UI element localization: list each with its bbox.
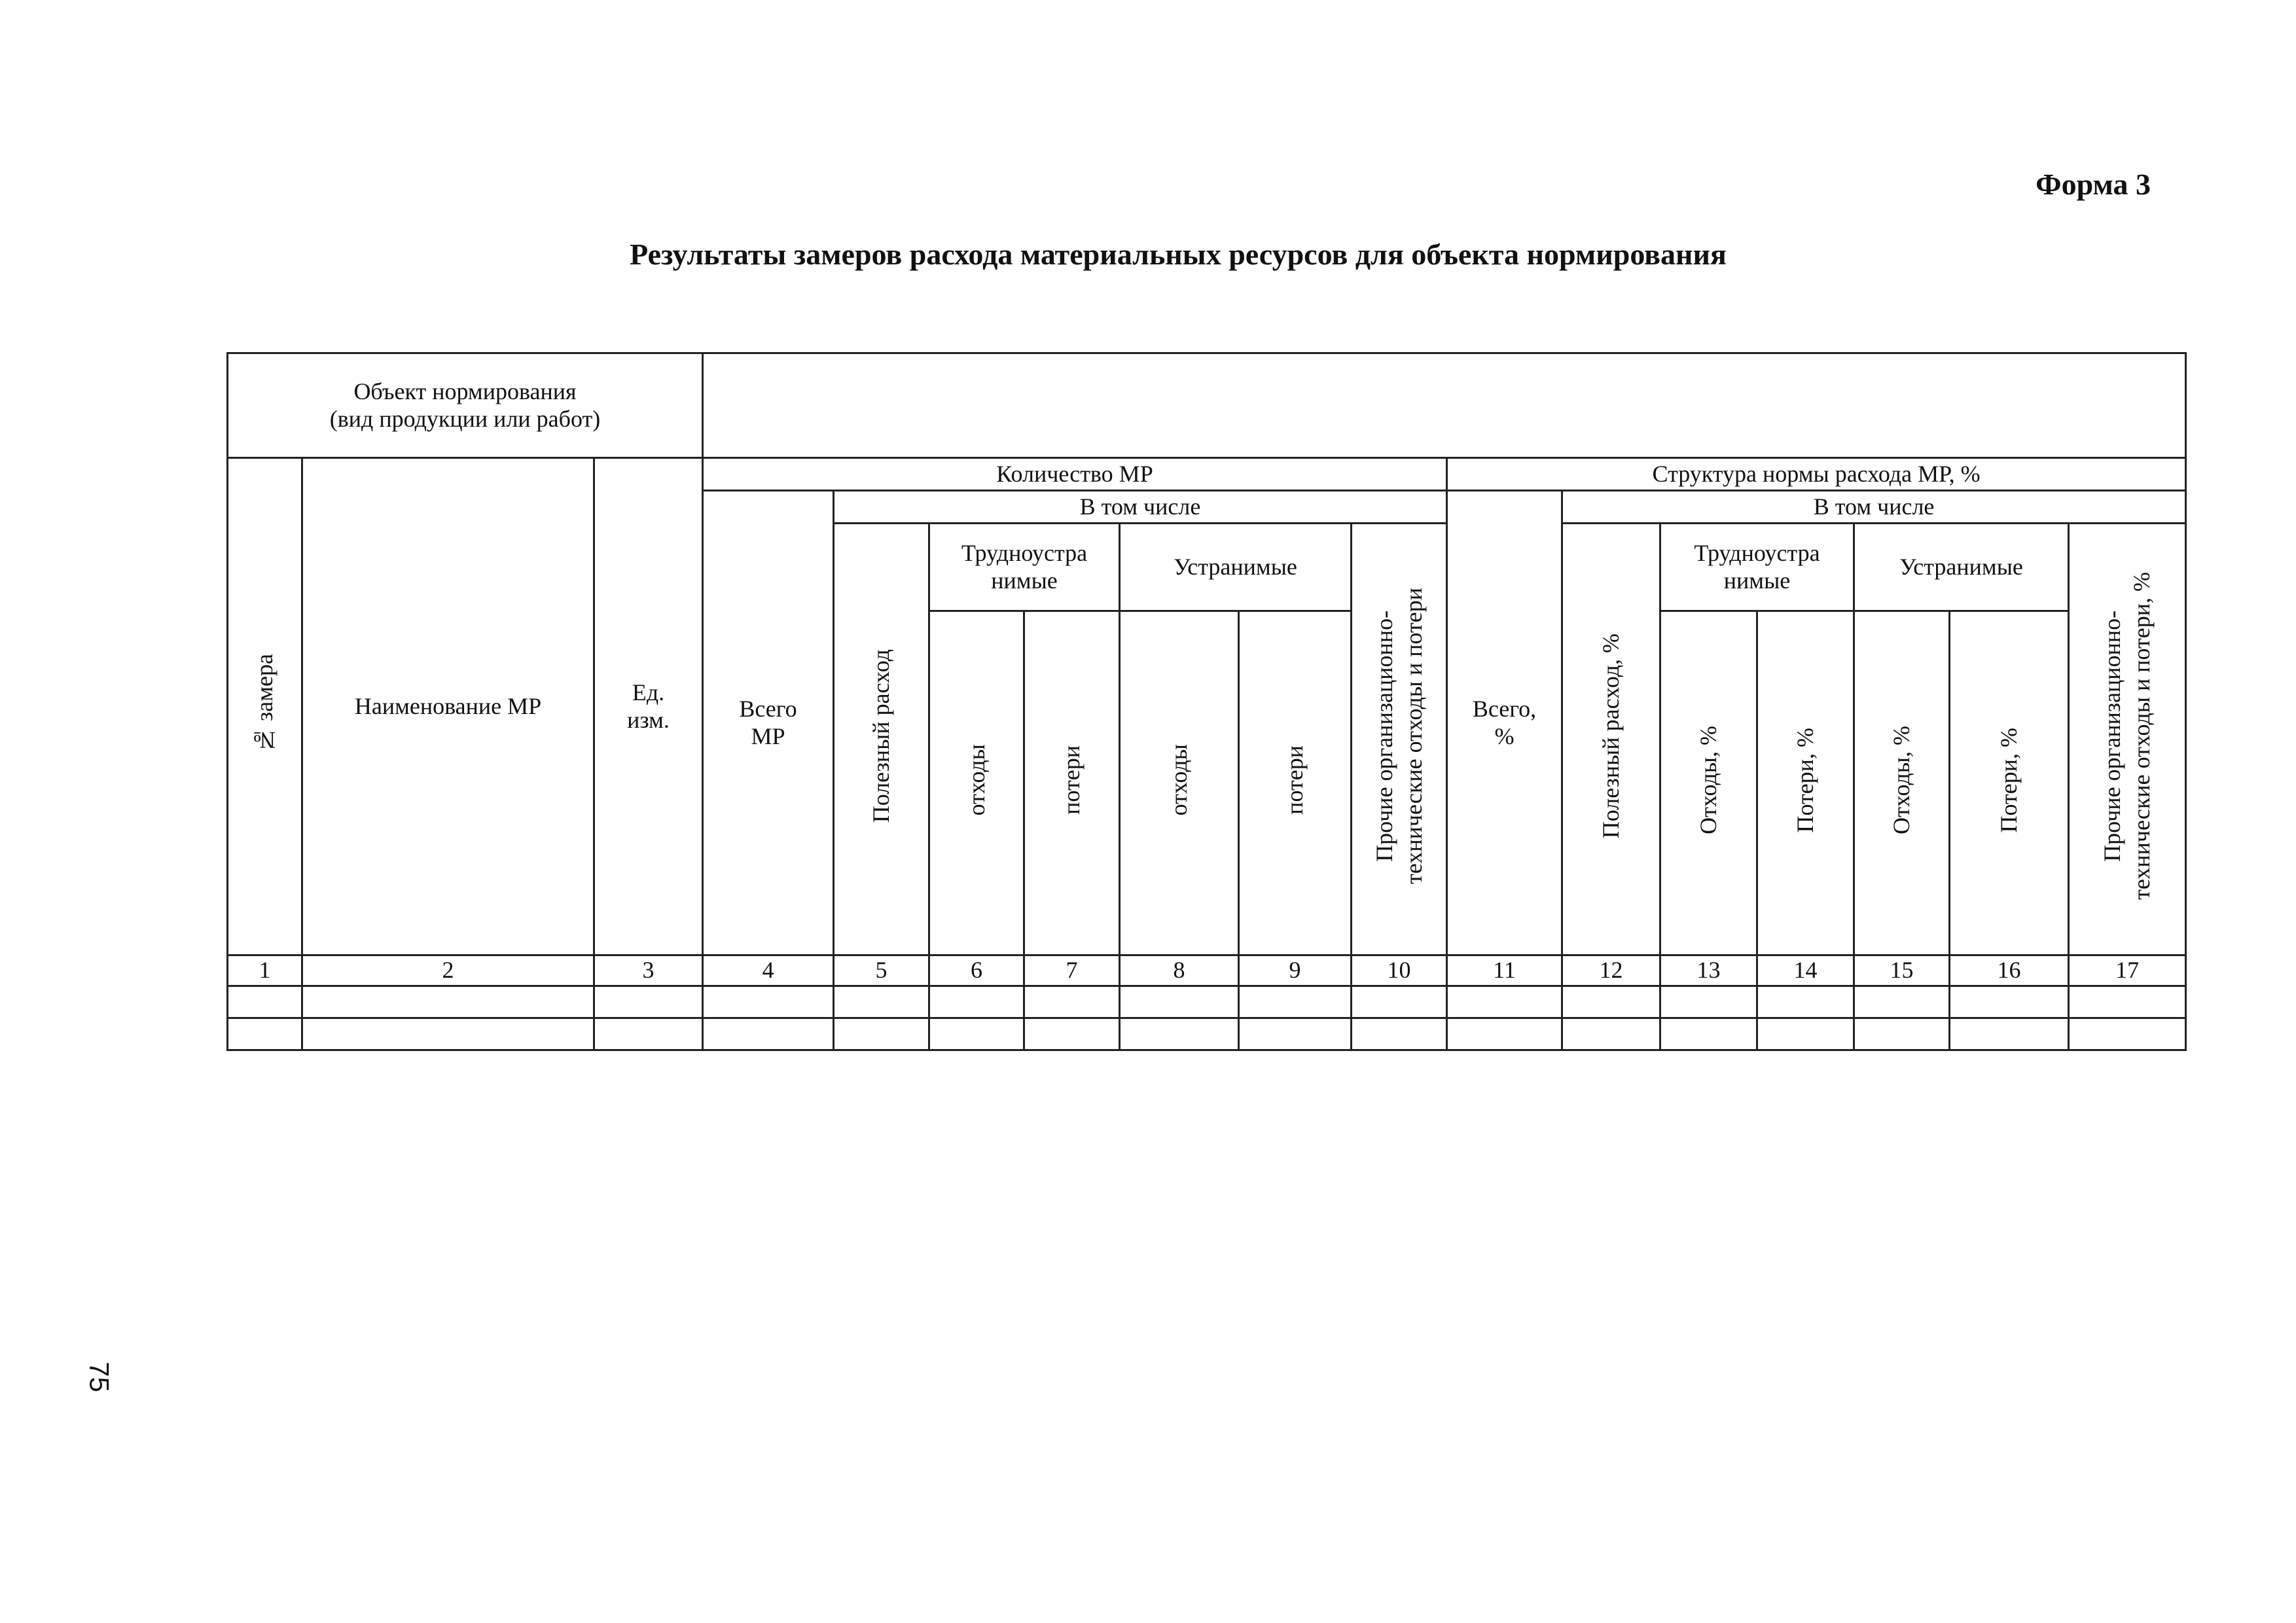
col-num-14: 14 [1757,955,1854,986]
unit-label-line2: изм. [627,706,670,733]
other-label-structure: Прочие организационно- технические отходы и потери, % [2099,572,2155,901]
hard-losses-label: потери [1058,745,1085,815]
table-row [228,1018,2186,1050]
useful-pct-header [1562,524,1660,955]
col-num-12: 12 [1562,955,1660,986]
total-mr-line1: Всего [739,696,797,722]
col-num-10: 10 [1352,955,1447,986]
object-value-cell[interactable] [703,353,2186,458]
name-label: Наименование МР [354,692,542,719]
table-cell[interactable] [1950,986,2069,1018]
object-label-cell [228,353,703,458]
table-cell[interactable] [1562,1018,1660,1050]
table-cell[interactable] [1447,1018,1562,1050]
table-cell[interactable] [302,986,594,1018]
hard-waste-header [929,611,1024,955]
total-pct-line2: % [1494,722,1515,749]
useful-pct-label: Полезный расход, % [1598,633,1624,839]
table-cell[interactable] [2069,986,2186,1018]
total-pct-line1: Всего, [1472,696,1537,722]
col-num-17: 17 [2069,955,2186,986]
table-cell[interactable] [1950,1018,2069,1050]
table-cell[interactable] [834,1018,929,1050]
document-title: Результаты замеров расхода материальных ресурсов для объекта нормирования [630,238,1727,271]
table-cell[interactable] [1660,1018,1757,1050]
col-num-4: 4 [703,955,834,986]
object-label-line2: (вид продукции или работ) [329,405,601,432]
unit-header [594,458,703,955]
table-cell[interactable] [1854,986,1950,1018]
removable-header-quantity: Устранимые [1120,524,1352,611]
structure-group-header: Структура нормы расхода МР, % [1447,458,2186,491]
col-num-3: 3 [594,955,703,986]
name-header [302,458,594,955]
removable-losses-label: потери [1282,745,1308,815]
col-num-7: 7 [1024,955,1120,986]
col-num-8: 8 [1120,955,1239,986]
table-cell[interactable] [1239,1018,1352,1050]
table-cell[interactable] [228,986,302,1018]
quantity-group-header: Количество МР [703,458,1447,491]
hard-waste-pct-header [1660,611,1757,955]
removable-losses-pct-label: Потери, % [1996,727,2022,833]
removable-losses-pct-header [1950,611,2069,955]
including-header-structure: В том числе [1562,491,2186,524]
table-cell[interactable] [929,1018,1024,1050]
hard-line2-structure: нимые [1723,567,1791,594]
col-num-15: 15 [1854,955,1950,986]
hard-line1-structure: Трудноустра [1694,540,1820,567]
useful-label: Полезный расход [868,649,894,823]
col-num-9: 9 [1239,955,1352,986]
table-cell[interactable] [929,986,1024,1018]
table-cell[interactable] [594,1018,703,1050]
table-cell[interactable] [1024,1018,1120,1050]
removable-waste-header [1120,611,1239,955]
table-cell[interactable] [703,986,834,1018]
col-num-16: 16 [1950,955,2069,986]
col-num-13: 13 [1660,955,1757,986]
removable-waste-pct-header [1854,611,1950,955]
table-cell[interactable] [1352,1018,1447,1050]
table-cell[interactable] [1120,986,1239,1018]
removable-header-structure: Устранимые [1854,524,2069,611]
removable-waste-label: отходы [1166,744,1192,816]
table-cell[interactable] [1024,986,1120,1018]
hard-losses-pct-header [1757,611,1854,955]
col-num-6: 6 [929,955,1024,986]
table-cell[interactable] [2069,1018,2186,1050]
table-cell[interactable] [228,1018,302,1050]
hard-waste-pct-label: Отходы, % [1695,725,1721,834]
hard-line1: Трудноустра [961,540,1088,567]
table-row [228,986,2186,1018]
page-number: 75 [84,1361,115,1393]
col-num-2: 2 [302,955,594,986]
other-header-structure [2069,524,2186,955]
including-header-quantity: В том числе [834,491,1447,524]
table-cell[interactable] [1660,986,1757,1018]
hard-header-structure [1660,524,1854,611]
column-number-row [228,955,2186,986]
table-cell[interactable] [1352,986,1447,1018]
hard-header-quantity [929,524,1120,611]
measurement-table [226,352,2187,1051]
other-label-quantity: Прочие организационно- технические отходы и потери [1371,588,1427,885]
total-pct-header [1447,491,1562,955]
removable-waste-pct-label: Отходы, % [1888,725,1914,834]
table-cell[interactable] [1757,1018,1854,1050]
useful-header [834,524,929,955]
other-header-quantity [1352,524,1447,955]
measure-no-label: № замера [251,653,278,753]
table-cell[interactable] [302,1018,594,1050]
col-num-5: 5 [834,955,929,986]
form-label: Форма 3 [2036,168,2151,201]
table-cell[interactable] [1120,1018,1239,1050]
table-cell[interactable] [834,986,929,1018]
hard-waste-label: отходы [963,744,990,816]
col-num-1: 1 [228,955,302,986]
object-label-line1: Объект нормирования [353,378,577,405]
table-cell[interactable] [1239,986,1352,1018]
measure-no-header [228,458,302,955]
total-mr-header [703,491,834,955]
table-cell[interactable] [1447,986,1562,1018]
hard-line2: нимые [991,567,1058,594]
hard-losses-header [1024,611,1120,955]
hard-losses-pct-label: Потери, % [1792,727,1818,833]
table-cell[interactable] [1757,986,1854,1018]
removable-losses-header [1239,611,1352,955]
unit-label-line1: Ед. [632,679,665,706]
col-num-11: 11 [1447,955,1562,986]
table-cell[interactable] [594,986,703,1018]
table-cell[interactable] [703,1018,834,1050]
total-mr-line2: МР [751,722,785,749]
table-cell[interactable] [1854,1018,1950,1050]
table-cell[interactable] [1562,986,1660,1018]
